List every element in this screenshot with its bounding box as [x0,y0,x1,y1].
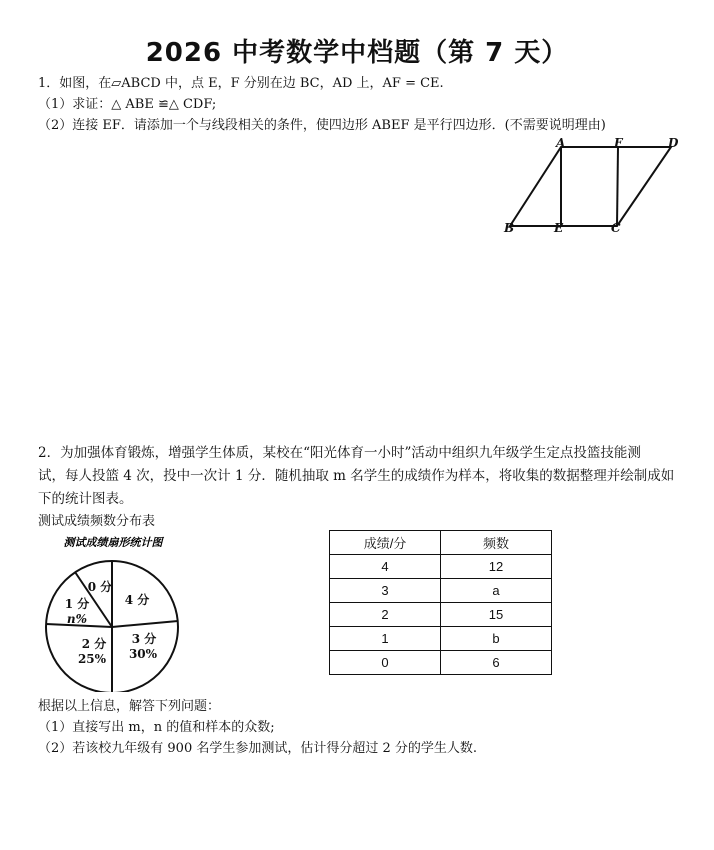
q2-intro: 根据以上信息，解答下列问题： [38,699,221,714]
table-row [330,579,552,603]
table-cell-frequency: 12 [441,555,552,579]
pie-sub-1: n% [66,612,88,626]
label-f: F [614,136,623,150]
pie-label-0: 0 分 [87,580,113,594]
label-c: C [611,221,621,235]
table-header-score: 成绩/分 [330,531,441,555]
label-b: B [504,221,515,235]
table-cell-score: 0 [330,651,441,675]
q2-stem-line1: 2．为加强体育锻炼，增强学生体质，某校在“阳光体育一小时”活动中组织九年级学生定点投篮技能测 [38,445,641,461]
frequency-table [329,530,552,675]
pie-label-4: 4 分 [124,593,150,607]
table-cell-score: 2 [330,603,441,627]
table-cell-frequency: 15 [441,603,552,627]
pie-label-1: 1 分 [64,597,90,611]
pie-label-3: 3 分 [131,632,157,646]
pie-title: 测试成绩扇形统计图 [63,536,163,549]
label-d: D [668,136,679,150]
table-row [330,555,552,579]
pie-sub-3: 30% [128,647,158,661]
q1-part2: （2）连接 EF．请添加一个与线段相关的条件，使四边形 ABEF 是平行四边形．(不需要说明理由) [38,118,606,133]
parallelogram-figure [500,136,690,236]
table-cell-score: 4 [330,555,441,579]
pie-label-2: 2 分 [81,637,107,651]
q2-stem-line3: 下的统计图表。 [38,491,133,507]
table-cell-score: 1 [330,627,441,651]
table-row [330,627,552,651]
table-cell-frequency: 6 [441,651,552,675]
q2-part2: （2）若该校九年级有 900 名学生参加测试，估计得分超过 2 分的学生人数. [38,741,478,756]
pie-divider-right [112,621,178,627]
table-cell-score: 3 [330,579,441,603]
table-cell-frequency: b [441,627,552,651]
segment-fc [617,147,618,226]
q1-part1: （1）求证：△ ABE ≌△ CDF; [38,97,217,112]
page-title: 2026 中考数学中档题（第 7 天） [145,38,569,68]
label-e: E [554,221,564,235]
q1-stem: 1．如图，在▱ABCD 中，点 E，F 分别在边 BC，AD 上，AF = CE. [38,76,444,91]
table-row [330,651,552,675]
q2-part1: （1）直接写出 m，n 的值和样本的众数; [38,720,275,735]
label-a: A [556,136,566,150]
pie-chart [40,532,200,692]
table-header-row [330,531,552,555]
q2-stem-line2: 试，每人投篮 4 次，投中一次计 1 分．随机抽取 m 名学生的成绩作为样本，将收集的数据整理并绘制成如 [38,468,675,484]
table-cell-frequency: a [441,579,552,603]
pie-sub-2: 25% [77,652,107,666]
table-row [330,603,552,627]
parallelogram-abcd [510,147,671,226]
table-caption: 测试成绩频数分布表 [38,514,156,529]
table-header-frequency: 频数 [441,531,552,555]
